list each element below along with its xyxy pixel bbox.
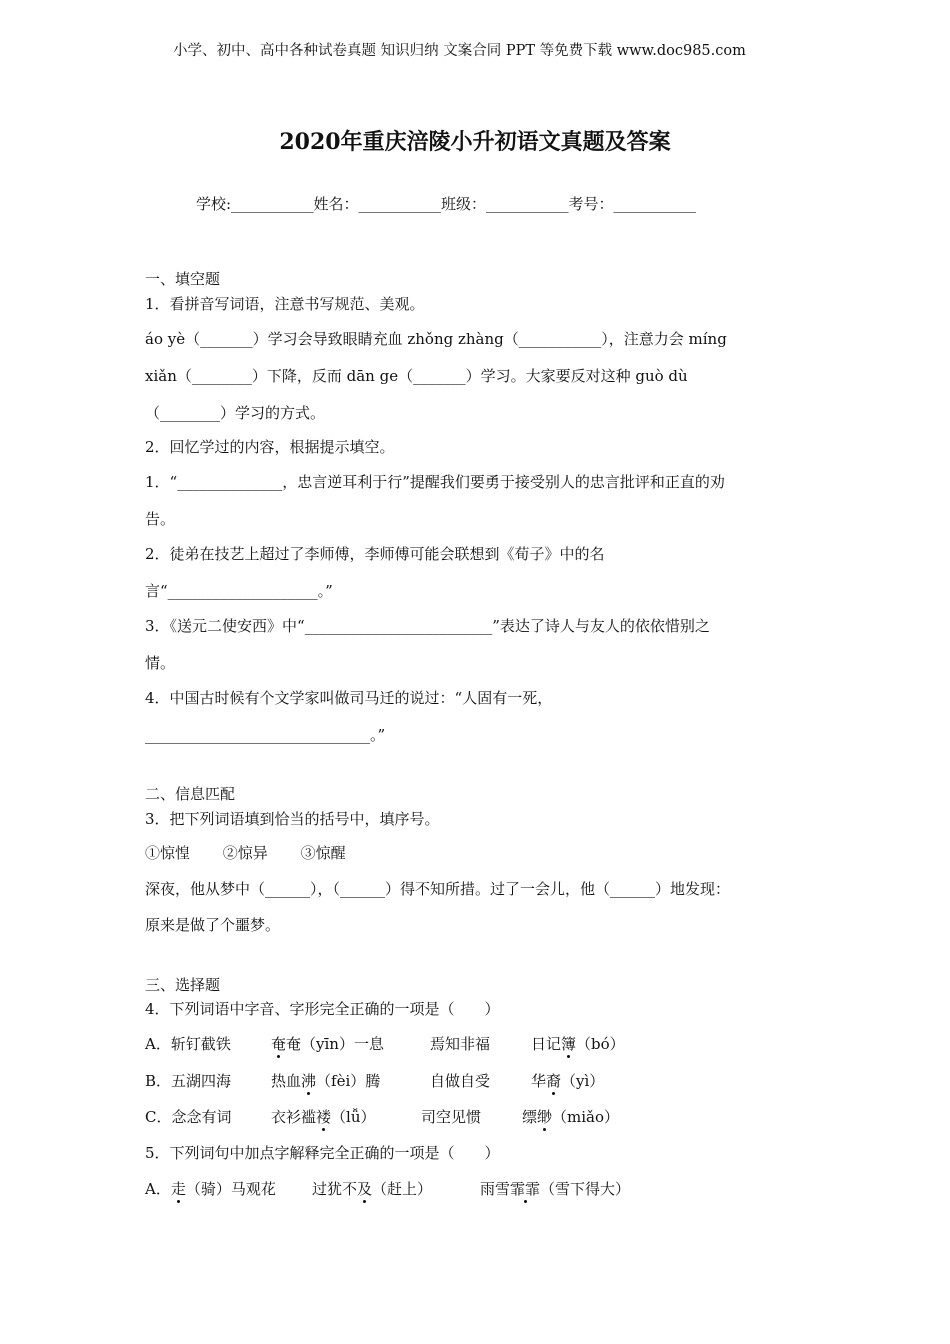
q4-option-c-word-3: 司空见惯 (421, 1108, 482, 1126)
question-1-line-2: xiǎn（________）下降，反而 dān ge（_______）学习。大家要反对这种 guò dù (145, 367, 688, 385)
question-2-1-line-2: 告。 (145, 510, 176, 528)
question-2-2-line-1: 2．徒弟在技艺上超过了李师傅，李师傅可能会联想到《荀子》中的名 (145, 545, 605, 563)
q4-option-b: B．五湖四海 (145, 1072, 232, 1090)
question-2-3-line-2: 情。 (145, 654, 176, 672)
question-3-options (145, 843, 346, 863)
student-info-line: 学校:___________姓名：___________班级：___________考号：___________ (196, 195, 697, 213)
q4-option-b-word-4: 华裔（yì） (531, 1072, 605, 1090)
question-2-4-line-2: ______________________________。” (145, 726, 386, 744)
question-2-1-line-1: 1．“______________，忠言逆耳利于行”提醒我们要勇于接受别人的忠言批评和正直的劝 (145, 473, 725, 491)
question-3-text-line-1: 深夜，他从梦中（______），（______）得不知所措。过了一会儿，他（______）地发现： (145, 880, 731, 898)
question-3: 3．把下列词语填到恰当的括号中，填序号。 (145, 810, 440, 828)
section-1-heading: 一、填空题 (145, 270, 221, 288)
section-2-heading: 二、信息匹配 (145, 785, 236, 803)
question-4: 4．下列词语中字音、字形完全正确的一项是（ ） (145, 1000, 500, 1018)
q4-option-c: C．念念有词 (145, 1108, 232, 1126)
question-2-4-line-1: 4．中国古时候有个文学家叫做司马迁的说过：“人固有一死， (145, 689, 553, 707)
question-2-3-line-1: 3．《送元二使安西》中“_________________________”表达了诗人与友人的依依惜别之 (145, 617, 710, 635)
q4-option-a-word-2: 奄奄（yīn）一息 (271, 1035, 384, 1053)
q4-option-a-word-4: 日记簿（bó） (531, 1035, 625, 1053)
q5-option-a: A．走（骑）马观花 (145, 1180, 276, 1198)
q4-option-b-word-3: 自做自受 (430, 1072, 491, 1090)
question-1-line-1: áo yè（_______）学习会导致眼睛充血 zhǒng zhàng（___________），注意力会 míng (145, 330, 727, 348)
option-3: ③惊醒 (300, 844, 346, 862)
question-5: 5．下列词句中加点字解释完全正确的一项是（ ） (145, 1144, 500, 1162)
option-2: ②惊异 (222, 844, 268, 862)
section-3-heading: 三、选择题 (145, 976, 221, 994)
q4-option-a: A．斩钉截铁 (145, 1035, 231, 1053)
question-2: 2．回忆学过的内容，根据提示填空。 (145, 438, 395, 456)
question-1: 1．看拼音写词语，注意书写规范、美观。 (145, 295, 425, 313)
question-2-2-line-2: 言“____________________。” (145, 582, 333, 600)
page-header: 小学、初中、高中各种试卷真题 知识归纳 文案合同 PPT 等免费下载 www.doc985.com (173, 43, 746, 59)
q4-option-a-word-3: 焉知非福 (430, 1035, 491, 1053)
question-3-text-line-2: 原来是做了个噩梦。 (145, 916, 281, 934)
question-1-line-3: （________）学习的方式。 (145, 404, 326, 422)
q4-option-c-word-4: 缥缈（miǎo） (522, 1108, 620, 1126)
q4-option-c-word-2: 衣衫褴褛（lǚ） (271, 1108, 376, 1126)
q5-option-a-word-2: 过犹不及（赶上） (312, 1180, 433, 1198)
page-title: 2020年重庆涪陵小升初语文真题及答案 (279, 129, 671, 155)
q5-option-a-word-3: 雨雪霏霏（雪下得大） (480, 1180, 631, 1198)
q4-option-b-word-2: 热血沸（fèi）腾 (271, 1072, 381, 1090)
option-1: ①惊惶 (145, 844, 191, 862)
